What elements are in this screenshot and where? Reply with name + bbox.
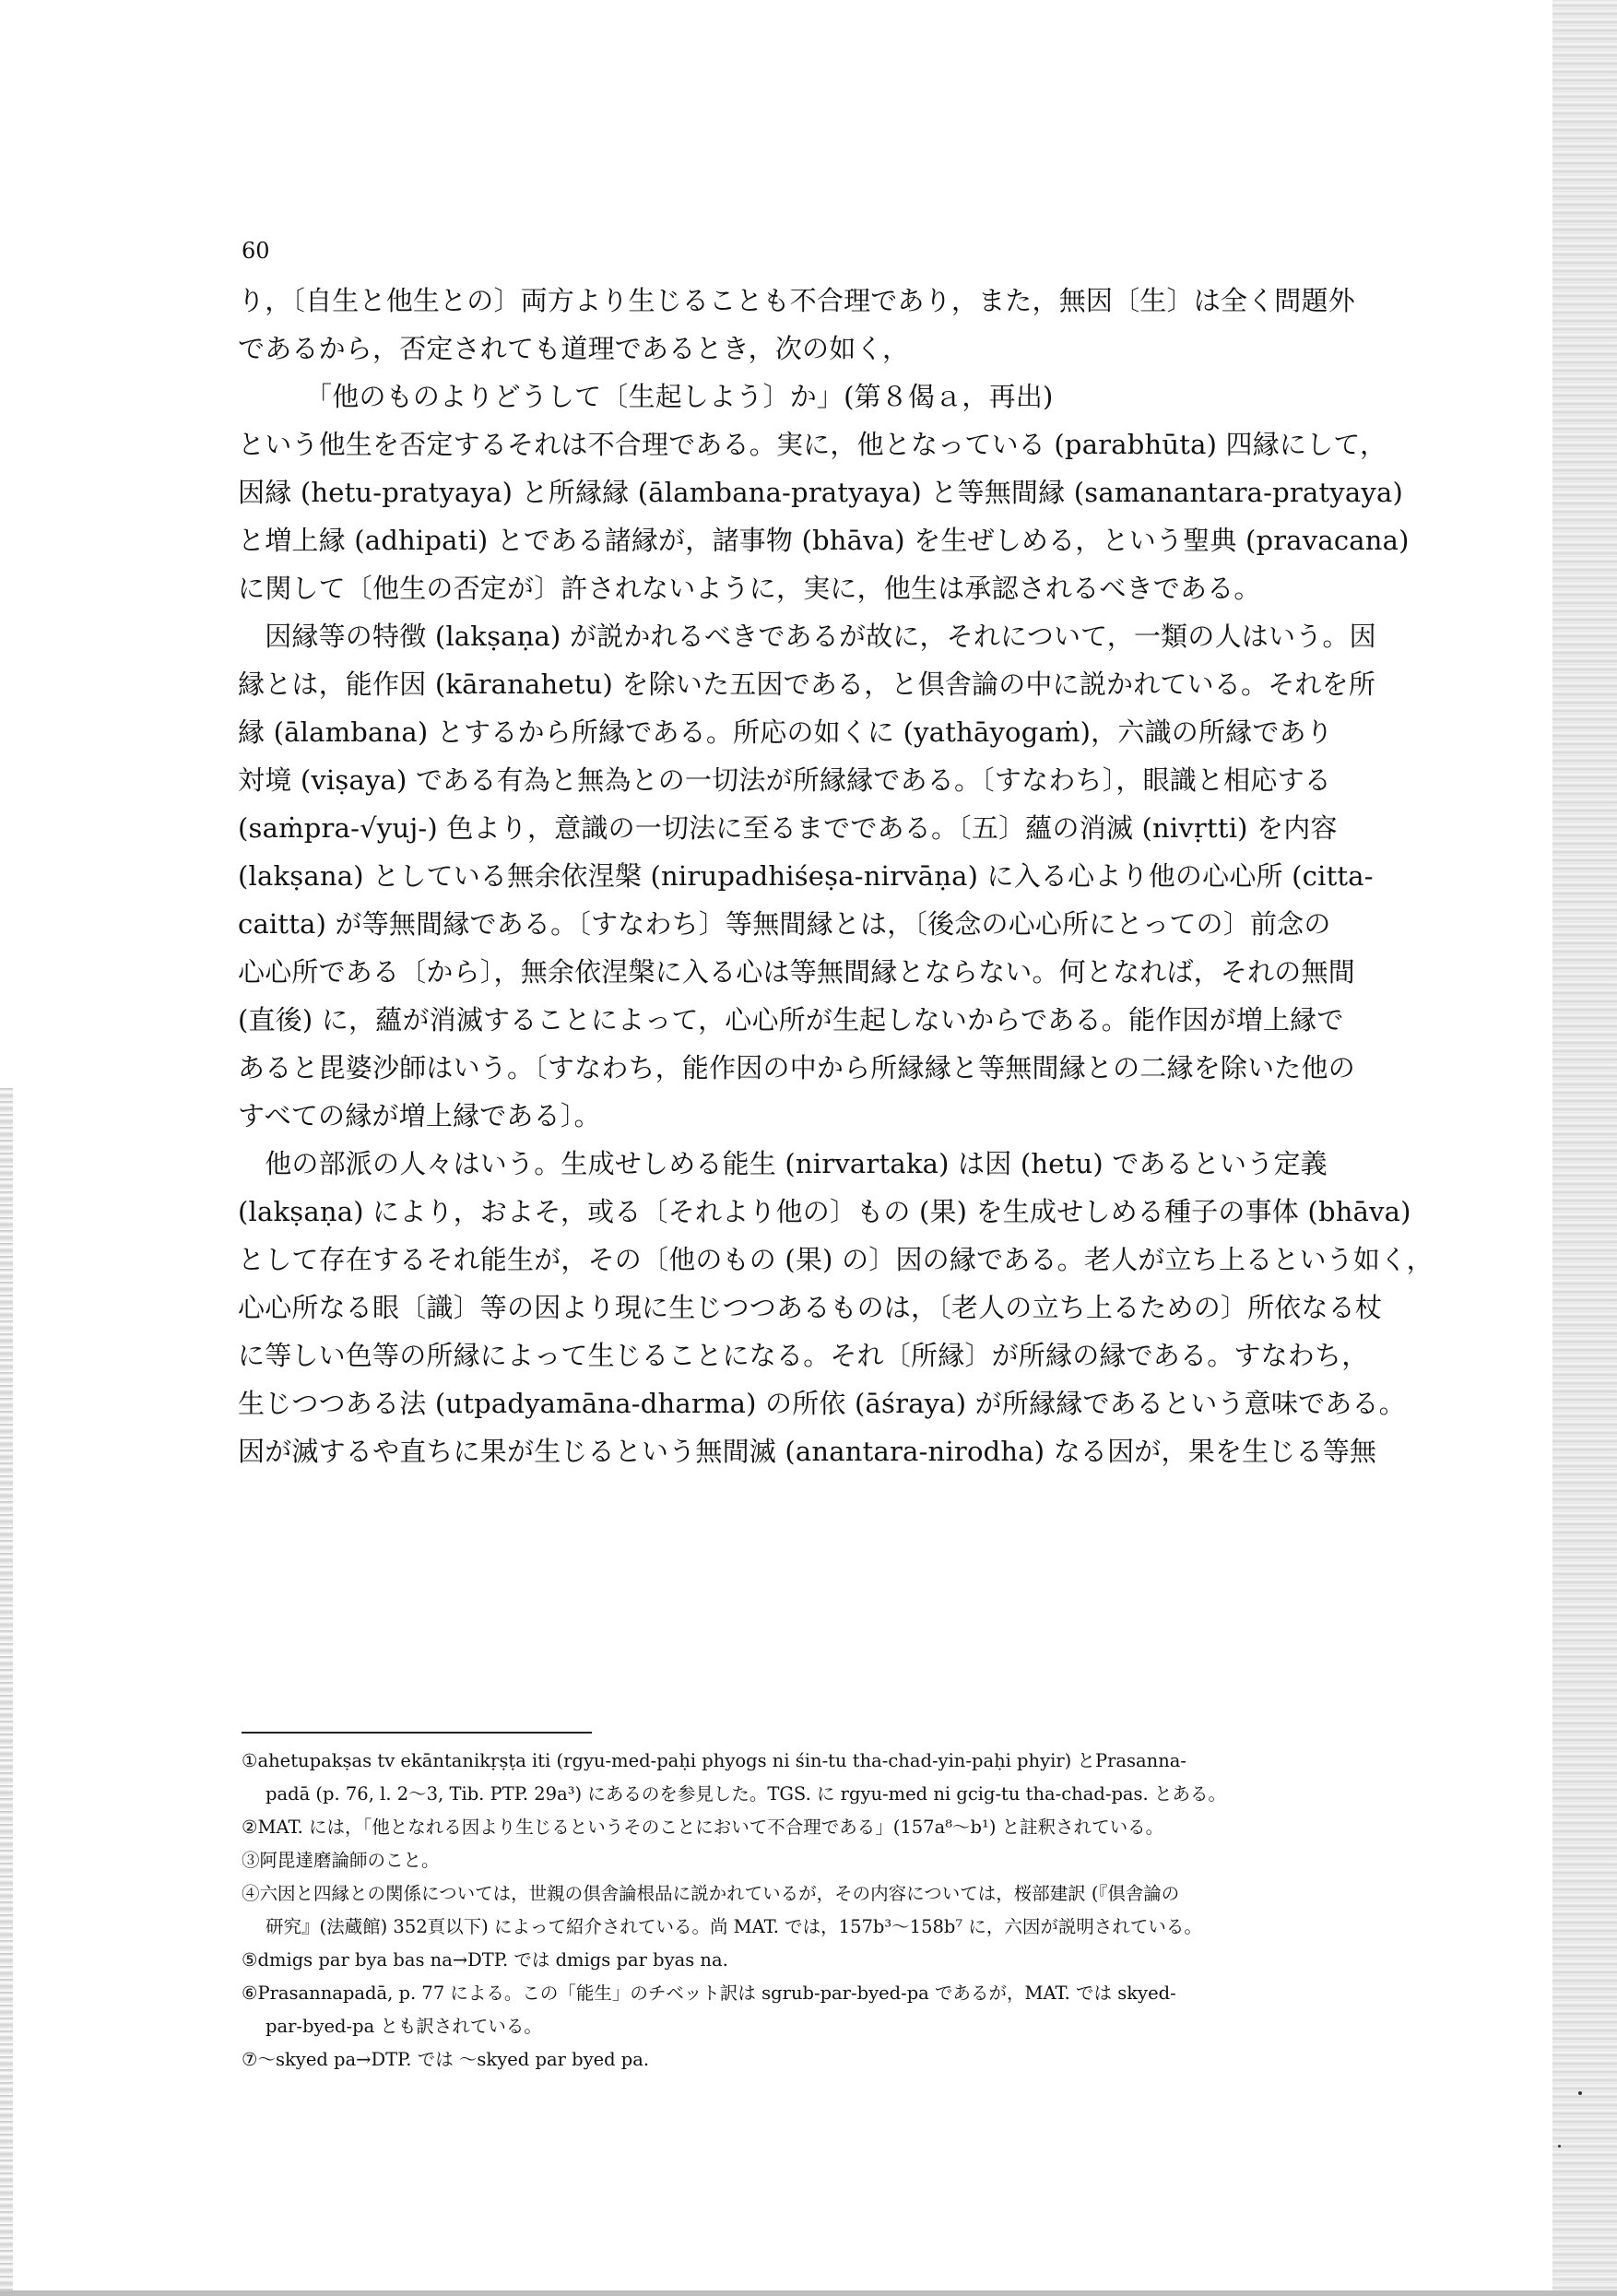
text-line: に等しい色等の所縁によって生じることになる。それ〔所縁〕が所縁の縁である。すなわち， <box>238 1340 1369 1371</box>
body-text <box>238 277 1455 1475</box>
text-line: 生じつつある法 (utpadyamāna-dharma) の所依 (āśraya) が所縁縁であるという意味である。 <box>238 1388 1406 1419</box>
text-line: り，〔自生と他生との〕両方より生じることも不合理であり，また，無因〔生〕は全く問題外 <box>238 285 1355 316</box>
text-line: 対境 (viṣaya) である有為と無為との一切法が所縁縁である。〔すなわち〕，眼識と相応する <box>238 764 1331 796</box>
footnote-line: ④六因と四縁との関係については，世親の倶舎論根品に説かれているが，その内容については，桜部建訳 (『倶舎論の <box>242 1883 1180 1904</box>
text-line: であるから，否定されても道理であるとき，次の如く， <box>238 333 910 364</box>
text-line: 心心所である〔から〕，無余依涅槃に入る心は等無間縁とならない。何となれば，それの無間 <box>238 956 1355 988</box>
footnote-line: ③阿毘達磨論師のこと。 <box>242 1850 440 1871</box>
footnote-line: ⑥Prasannapadā, p. 77 による。この「能生」のチベット訳は sgrub-par-byed-pa であるが，MAT. では skyed- <box>242 1982 1176 2004</box>
footnote-line: 研究』(法蔵館) 352頁以下) によって紹介されている。尚 MAT. では，157b³〜158b⁷ に，六因が説明されている。 <box>266 1916 1202 1937</box>
scan-edge-bottom <box>0 2290 1617 2296</box>
scan-speck <box>1558 2145 1561 2148</box>
scan-edge-shadow-right <box>1552 0 1617 2296</box>
footnote-separator <box>242 1732 592 1734</box>
text-line: (直後) に，蘊が消滅することによって，心心所が生起しないからである。能作因が増上縁で <box>238 1004 1344 1036</box>
text-line: に関して〔他生の否定が〕許されないように，実に，他生は承認されるべきである。 <box>238 573 1261 604</box>
footnote-line: ①ahetupakṣas tv ekāntanikṛṣṭa iti (rgyu-med-paḥi phyogs ni śin-tu tha-chad-yin-paḥi phyir) とPrasanna- <box>242 1750 1187 1771</box>
text-line: 縁とは，能作因 (kāranahetu) を除いた五因である，と倶舎論の中に説かれている。それを所 <box>238 669 1376 700</box>
text-line: 因縁等の特徴 (lakṣaṇa) が説かれるべきであるが故に，それについて，一類の人はいう。因 <box>238 621 1376 652</box>
text-line: 「他のものよりどうして〔生起しよう〕か」(第８偈ａ，再出) <box>238 381 1054 412</box>
text-line: あると毘婆沙師はいう。〔すなわち，能作因の中から所縁縁と等無間縁との二縁を除いた他の <box>238 1052 1355 1083</box>
footnote-line: padā (p. 76, l. 2〜3, Tib. PTP. 29a³) にあるのを参見した。TGS. に rgyu-med ni gcig-tu tha-chad-pas. とある。 <box>266 1783 1226 1805</box>
footnote-line: ⑤dmigs par bya bas na→DTP. では dmigs par byas na. <box>242 1949 728 1971</box>
text-line: (lakṣana) としている無余依涅槃 (nirupadhiśeṣa-nirvāṇa) に入る心より他の心心所 (citta- <box>238 860 1374 892</box>
text-line: 心心所なる眼〔識〕等の因より現に生じつつあるものは，〔老人の立ち上るための〕所依なる杖 <box>238 1292 1383 1323</box>
text-line: 他の部派の人々はいう。生成せしめる能生 (nirvartaka) は因 (hetu) であるという定義 <box>238 1148 1328 1179</box>
text-line: 因縁 (hetu-pratyaya) と所縁縁 (ālambana-pratyaya) と等無間縁 (samanantara-pratyaya) <box>238 477 1403 508</box>
text-line: と増上縁 (adhipati) とである諸縁が，諸事物 (bhāva) を生ぜしめる，という聖典 (pravacana) <box>238 525 1410 556</box>
scan-edge-shadow-left <box>0 1088 13 2296</box>
text-line: 縁 (ālambana) とするから所縁である。所応の如くに (yathāyogaṁ)，六識の所縁であり <box>238 716 1333 748</box>
text-line: (saṁpra-√yuj-) 色より，意識の一切法に至るまでである。〔五〕蘊の消滅 (nivṛtti) を内容 <box>238 812 1338 844</box>
text-line: として存在するそれ能生が，その〔他のもの (果) の〕因の縁である。老人が立ち上るという如く， <box>238 1244 1434 1275</box>
text-line: 因が滅するや直ちに果が生じるという無間滅 (anantara-nirodha) なる因が，果を生じる等無 <box>238 1436 1377 1467</box>
text-line: (lakṣaṇa) により，およそ，或る〔それより他の〕もの (果) を生成せしめる種子の事体 (bhāva) <box>238 1196 1411 1227</box>
scan-speck <box>1578 2091 1582 2095</box>
footnote-line: par-byed-pa とも訳されている。 <box>266 2016 542 2037</box>
text-line: すべての縁が増上縁である〕。 <box>238 1100 601 1131</box>
text-line: caitta) が等無間縁である。〔すなわち〕等無間縁とは，〔後念の心心所にとっての〕前念の <box>238 908 1331 940</box>
footnote-line: ⑦〜skyed pa→DTP. では 〜skyed par byed pa. <box>242 2049 650 2070</box>
footnote-line: ②MAT. には，「他となれる因より生じるというそのことにおいて不合理である」(157a⁸〜b¹) と註釈されている。 <box>242 1817 1164 1838</box>
page-number: 60 <box>242 238 270 264</box>
text-line: という他生を否定するそれは不合理である。実に，他となっている (parabhūta) 四縁にして， <box>238 429 1387 460</box>
footnotes <box>242 1745 1458 2077</box>
